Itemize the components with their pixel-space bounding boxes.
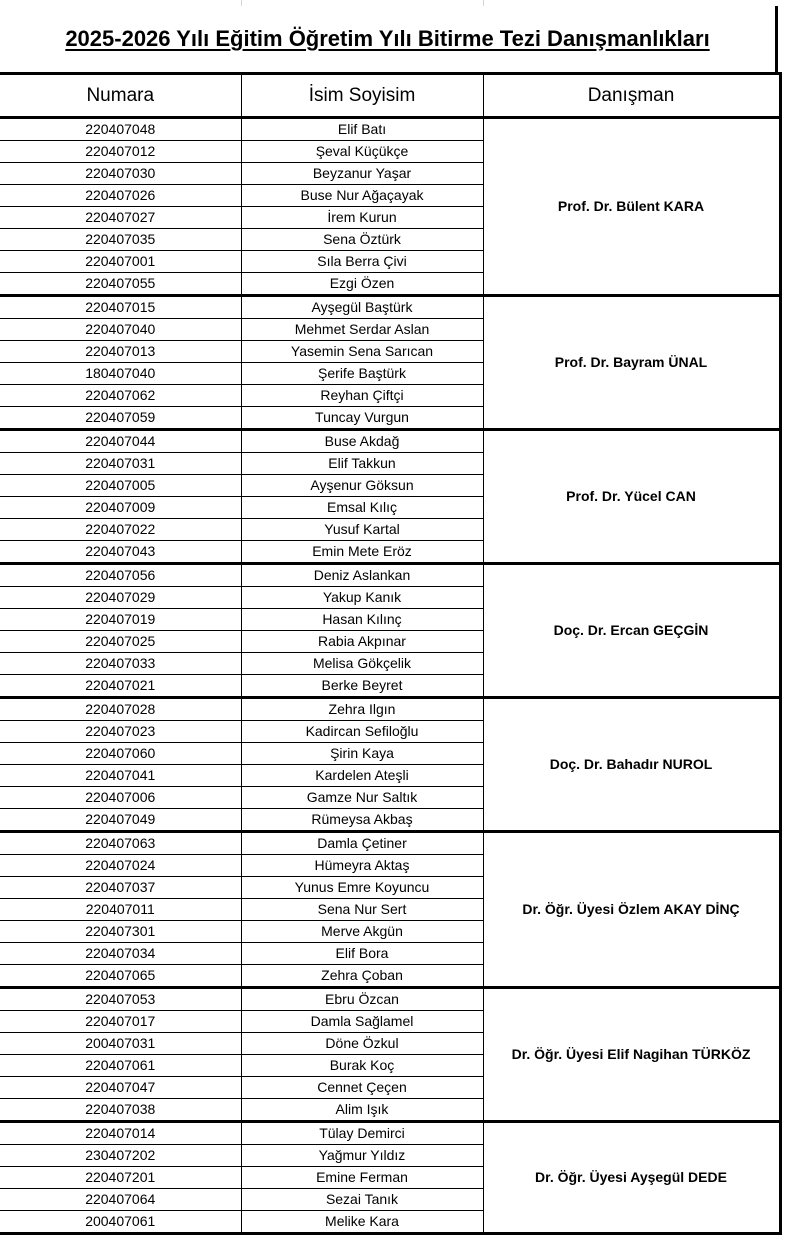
student-name: Emsal Kılıç — [241, 497, 483, 519]
student-number: 220407023 — [0, 721, 241, 743]
header-row — [0, 74, 780, 118]
student-number: 220407201 — [0, 1167, 241, 1189]
student-number: 220407048 — [0, 118, 241, 141]
student-number: 220407061 — [0, 1055, 241, 1077]
student-number: 220407028 — [0, 698, 241, 721]
student-number: 220407009 — [0, 497, 241, 519]
student-name: Zehra Ilgın — [241, 698, 483, 721]
student-name: Sena Öztürk — [241, 229, 483, 251]
student-number: 220407037 — [0, 877, 241, 899]
student-number: 220407063 — [0, 832, 241, 855]
student-name: Sıla Berra Çivi — [241, 251, 483, 273]
student-number: 230407202 — [0, 1145, 241, 1167]
student-name: Ayşenur Göksun — [241, 475, 483, 497]
student-number: 220407013 — [0, 341, 241, 363]
student-number: 220407065 — [0, 965, 241, 988]
student-name: Mehmet Serdar Aslan — [241, 319, 483, 341]
student-name: Şerife Baştürk — [241, 363, 483, 385]
student-name: Alim Işık — [241, 1099, 483, 1122]
student-name: Yakup Kanık — [241, 587, 483, 609]
student-number: 220407041 — [0, 765, 241, 787]
advisor-name: Prof. Dr. Bülent KARA — [483, 118, 780, 296]
student-number: 220407025 — [0, 631, 241, 653]
student-number: 220407024 — [0, 855, 241, 877]
student-name: Şirin Kaya — [241, 743, 483, 765]
student-number: 220407047 — [0, 1077, 241, 1099]
header-name: İsim Soyisim — [241, 74, 483, 118]
advisor-name: Doç. Dr. Ercan GEÇGİN — [483, 564, 780, 698]
student-name: Melisa Gökçelik — [241, 653, 483, 675]
table-row — [0, 430, 780, 453]
student-number: 220407015 — [0, 296, 241, 319]
student-name: Yağmur Yıldız — [241, 1145, 483, 1167]
student-number: 220407021 — [0, 675, 241, 698]
header-advisor: Danışman — [483, 74, 780, 118]
student-number: 220407055 — [0, 273, 241, 296]
student-name: Rümeysa Akbaş — [241, 809, 483, 832]
student-number: 220407017 — [0, 1011, 241, 1033]
student-name: Ebru Özcan — [241, 988, 483, 1011]
student-name: Döne Özkul — [241, 1033, 483, 1055]
table-row — [0, 988, 780, 1011]
student-name: Yunus Emre Koyuncu — [241, 877, 483, 899]
student-name: Gamze Nur Saltık — [241, 787, 483, 809]
student-number: 220407030 — [0, 163, 241, 185]
student-name: Emine Ferman — [241, 1167, 483, 1189]
table-row — [0, 118, 780, 141]
table-body — [0, 118, 780, 1234]
student-name: Zehra Çoban — [241, 965, 483, 988]
student-name: Merve Akgün — [241, 921, 483, 943]
table-row — [0, 832, 780, 855]
student-number: 220407014 — [0, 1122, 241, 1145]
table-row — [0, 564, 780, 587]
student-name: Buse Nur Ağaçayak — [241, 185, 483, 207]
student-name: Rabia Akpınar — [241, 631, 483, 653]
advisor-name: Prof. Dr. Bayram ÜNAL — [483, 296, 780, 430]
student-name: Kadircan Sefiloğlu — [241, 721, 483, 743]
table-row — [0, 1122, 780, 1145]
student-number: 220407005 — [0, 475, 241, 497]
student-name: Burak Koç — [241, 1055, 483, 1077]
student-number: 220407011 — [0, 899, 241, 921]
student-number: 220407049 — [0, 809, 241, 832]
student-number: 220407027 — [0, 207, 241, 229]
advisor-name: Doç. Dr. Bahadır NUROL — [483, 698, 780, 832]
table-row — [0, 698, 780, 721]
student-number: 220407001 — [0, 251, 241, 273]
student-number: 220407056 — [0, 564, 241, 587]
student-number: 220407038 — [0, 1099, 241, 1122]
student-number: 220407044 — [0, 430, 241, 453]
student-number: 220407053 — [0, 988, 241, 1011]
student-number: 220407034 — [0, 943, 241, 965]
student-name: Yusuf Kartal — [241, 519, 483, 541]
student-name: Tuncay Vurgun — [241, 407, 483, 430]
student-number: 220407022 — [0, 519, 241, 541]
advisor-name: Dr. Öğr. Üyesi Elif Nagihan TÜRKÖZ — [483, 988, 780, 1122]
student-number: 220407040 — [0, 319, 241, 341]
advisor-name: Dr. Öğr. Üyesi Özlem AKAY DİNÇ — [483, 832, 780, 988]
student-number: 220407029 — [0, 587, 241, 609]
advisor-name: Dr. Öğr. Üyesi Ayşegül DEDE — [483, 1122, 780, 1234]
student-name: Hasan Kılınç — [241, 609, 483, 631]
page-title: 2025-2026 Yılı Eğitim Öğretim Yılı Bitirme Tezi Danışmanlıkları — [0, 6, 778, 72]
student-name: Ezgi Özen — [241, 273, 483, 296]
student-number: 220407012 — [0, 141, 241, 163]
student-number: 220407059 — [0, 407, 241, 430]
student-name: Berke Beyret — [241, 675, 483, 698]
student-number: 220407035 — [0, 229, 241, 251]
student-number: 220407064 — [0, 1189, 241, 1211]
student-name: Tülay Demirci — [241, 1122, 483, 1145]
table-row — [0, 296, 780, 319]
student-number: 220407019 — [0, 609, 241, 631]
student-number: 200407061 — [0, 1211, 241, 1234]
student-name: Melike Kara — [241, 1211, 483, 1234]
student-name: Damla Çetiner — [241, 832, 483, 855]
student-name: Yasemin Sena Sarıcan — [241, 341, 483, 363]
student-name: Emin Mete Eröz — [241, 541, 483, 564]
student-name: Buse Akdağ — [241, 430, 483, 453]
student-number: 220407006 — [0, 787, 241, 809]
student-name: Kardelen Ateşli — [241, 765, 483, 787]
student-name: Deniz Aslankan — [241, 564, 483, 587]
student-number: 220407301 — [0, 921, 241, 943]
student-number: 220407060 — [0, 743, 241, 765]
student-number: 220407033 — [0, 653, 241, 675]
student-name: Elif Batı — [241, 118, 483, 141]
advisor-table — [0, 72, 782, 1235]
student-name: Elif Takkun — [241, 453, 483, 475]
student-name: Şeval Küçükçe — [241, 141, 483, 163]
student-number: 220407062 — [0, 385, 241, 407]
student-number: 180407040 — [0, 363, 241, 385]
header-number: Numara — [0, 74, 241, 118]
student-number: 200407031 — [0, 1033, 241, 1055]
student-name: Ayşegül Baştürk — [241, 296, 483, 319]
student-name: Sezai Tanık — [241, 1189, 483, 1211]
student-name: Damla Sağlamel — [241, 1011, 483, 1033]
student-name: Beyzanur Yaşar — [241, 163, 483, 185]
student-number: 220407043 — [0, 541, 241, 564]
student-name: İrem Kurun — [241, 207, 483, 229]
student-name: Cennet Çeçen — [241, 1077, 483, 1099]
student-name: Sena Nur Sert — [241, 899, 483, 921]
advisor-name: Prof. Dr. Yücel CAN — [483, 430, 780, 564]
student-number: 220407031 — [0, 453, 241, 475]
student-name: Reyhan Çiftçi — [241, 385, 483, 407]
student-name: Hümeyra Aktaş — [241, 855, 483, 877]
student-name: Elif Bora — [241, 943, 483, 965]
student-number: 220407026 — [0, 185, 241, 207]
